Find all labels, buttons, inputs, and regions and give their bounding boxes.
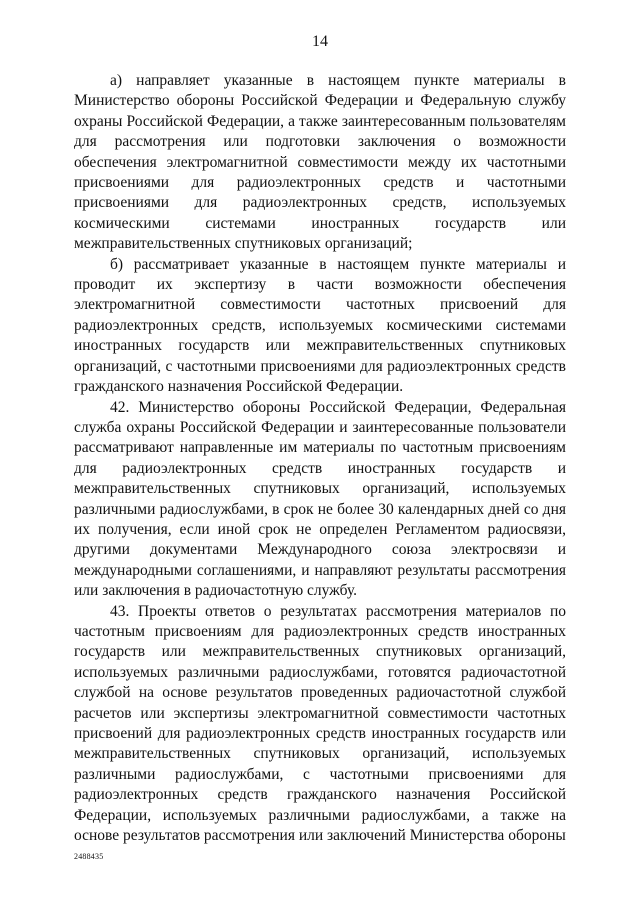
paragraph-42: 42. Министерство обороны Российской Федерации, Федеральная служба охраны Российской Федерации и заинтересованные пользователи рассматривают направленные им материалы по частотным присвоениям для радиоэлектронных средств иностранных государств и межправительственных спутниковых организаций, используемых различными радиослужбами, в срок не более 30 календарных дней со дня их получения, если иной срок не определен Регламентом радиосвязи, другими документами Международного союза электросвязи и международными соглашениями, и направляют результаты рассмотрения или заключения в радиочастотную службу. (74, 398, 566, 600)
paragraph-43: 43. Проекты ответов о результатах рассмотрения материалов по частотным присвоениям для радиоэлектронных средств иностранных государств или межправительственных спутниковых организаций, используемых различными радиослужбами, готовятся радиочастотной службой на основе результатов проведенных радиочастотной службой расчетов или экспертизы электромагнитной совместимости частотных присвоений для радиоэлектронных средств иностранных государств или межправительственных спутниковых организаций, используемых различными радиослужбами, с частотными присвоениями для радиоэлектронных средств гражданского назначения Российской Федерации, используемых различными радиослужбами, а также на основе результатов рассмотрения или заключений Министерства обороны (74, 602, 566, 845)
page-number: 14 (312, 33, 328, 50)
document-body (74, 71, 566, 846)
paragraph-a: а) направляет указанные в настоящем пункте материалы в Министерство обороны Российской Федерации и Федеральную службу охраны Российской Федерации, а также заинтересованным пользователям для рассмотрения или подготовки заключения о возможности обеспечения электромагнитной совместимости между их частотными присвоениями для радиоэлектронных средств и частотными присвоениями для радиоэлектронных средств, используемых космическими системами иностранных государств или межправительственных спутниковых организаций; (74, 72, 566, 253)
paragraph-b: б) рассматривает указанные в настоящем пункте материалы и проводит их экспертизу в части возможности обеспечения электромагнитной совместимости частотных присвоений для радиоэлектронных средств, используемых космическими системами иностранных государств или межправительственных спутниковых организаций, с частотными присвоениями для радиоэлектронных средств гражданского назначения Российской Федерации. (74, 255, 566, 396)
document-code: 2488435 (74, 852, 104, 861)
